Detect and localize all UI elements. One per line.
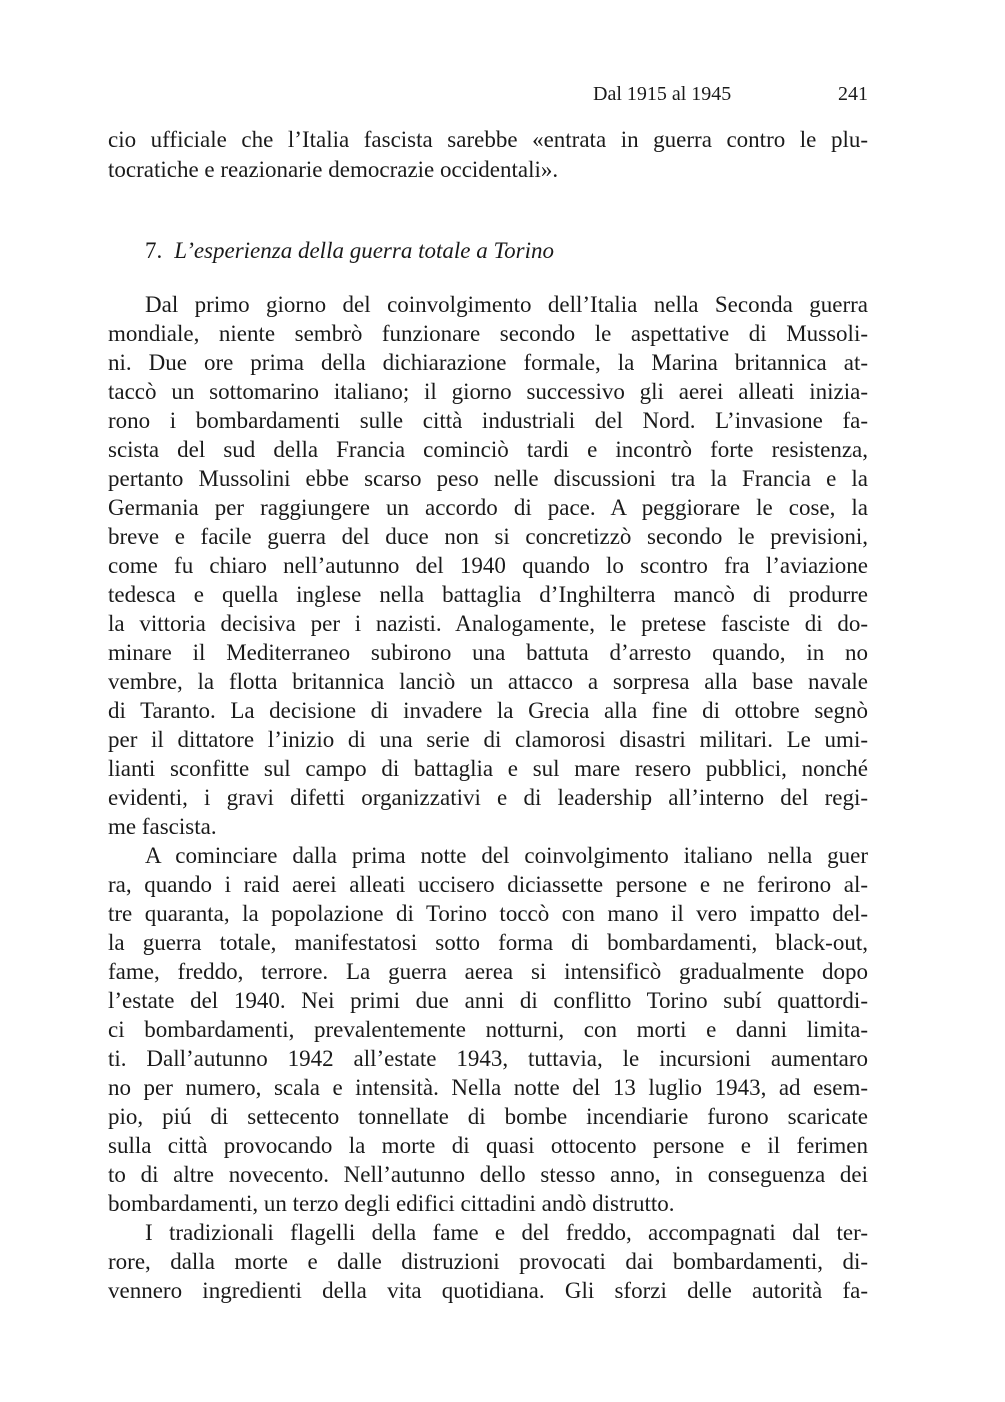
text-line: Germania per raggiungere un accordo di pace. A peggiorare le cose, la: [108, 495, 868, 520]
text-line: rono i bombardamenti sulle città industriali del Nord. L’invasione fa-: [108, 408, 868, 433]
text-line: cio ufficiale che l’Italia fascista sarebbe «entrata in guerra contro le plu-: [108, 127, 868, 152]
text-line: pio, piú di settecento tonnellate di bombe incendiarie furono scaricate: [108, 1104, 868, 1129]
text-line: fame, freddo, terrore. La guerra aerea si intensificò gradualmente dopo: [108, 959, 868, 984]
text-line: tocratiche e reazionarie democrazie occidentali».: [108, 157, 559, 182]
text-line: la vittoria decisiva per i nazisti. Analogamente, le pretese fasciste di do-: [108, 611, 868, 636]
text-line: breve e facile guerra del duce non si concretizzò secondo le previsioni,: [108, 524, 868, 549]
text-line: taccò un sottomarino italiano; il giorno successivo gli aerei alleati inizia-: [108, 379, 868, 404]
text-line: come fu chiaro nell’autunno del 1940 quando lo scontro fra l’aviazione: [108, 553, 868, 578]
text-line: di Taranto. La decisione di invadere la Grecia alla fine di ottobre segnò: [108, 698, 868, 723]
text-line: mondiale, niente sembrò funzionare secondo le aspettative di Mussoli-: [108, 321, 868, 346]
section-number: 7.: [145, 238, 163, 263]
section-heading: [145, 235, 554, 267]
text-line: no per numero, scala e intensità. Nella notte del 13 luglio 1943, ad esem-: [108, 1075, 868, 1100]
text-line: ni. Due ore prima della dichiarazione formale, la Marina britannica at-: [108, 350, 868, 375]
text-line: rore, dalla morte e dalle distruzioni provocati dai bombardamenti, di-: [108, 1249, 868, 1274]
text-line: pertanto Mussolini ebbe scarso peso nelle discussioni tra la Francia e la: [108, 466, 868, 491]
text-line: Dal primo giorno del coinvolgimento dell’Italia nella Seconda guerra: [145, 292, 868, 317]
text-line: ti. Dall’autunno 1942 all’estate 1943, tuttavia, le incursioni aumentaro: [108, 1046, 868, 1071]
text-line: ra, quando i raid aerei alleati uccisero diciassette persone e ne ferirono al-: [108, 872, 868, 897]
running-head: [108, 80, 868, 108]
text-line: me fascista.: [108, 814, 217, 839]
text-line: minare il Mediterraneo subirono una battuta d’arresto quando, in no: [108, 640, 868, 665]
running-title: Dal 1915 al 1945: [593, 83, 732, 105]
text-line: to di altre novecento. Nell’autunno dello stesso anno, in conseguenza dei: [108, 1162, 868, 1187]
text-line: bombardamenti, un terzo degli edifici cittadini andò distrutto.: [108, 1191, 675, 1216]
text-line: per il dittatore l’inizio di una serie di clamorosi disastri militari. Le umi-: [108, 727, 868, 752]
text-line: lianti sconfitte sul campo di battaglia e sul mare resero pubblici, nonché: [108, 756, 868, 781]
text-line: evidenti, i gravi difetti organizzativi e di leadership all’interno del regi-: [108, 785, 868, 810]
text-line: sulla città provocando la morte di quasi ottocento persone e il ferimen: [108, 1133, 868, 1158]
text-line: tedesca e quella inglese nella battaglia d’Inghilterra mancò di produrre: [108, 582, 868, 607]
text-line: la guerra totale, manifestatosi sotto forma di bombardamenti, black-out,: [108, 930, 868, 955]
text-line: A cominciare dalla prima notte del coinvolgimento italiano nella guer: [145, 843, 868, 868]
section-title: L’esperienza della guerra totale a Torino: [174, 238, 554, 263]
text-line: scista del sud della Francia cominciò tardi e incontrò forte resistenza,: [108, 437, 868, 462]
text-line: vennero ingredienti della vita quotidiana. Gli sforzi delle autorità fa-: [108, 1278, 868, 1303]
text-line: vembre, la flotta britannica lanciò un attacco a sorpresa alla base navale: [108, 669, 868, 694]
text-line: l’estate del 1940. Nei primi due anni di conflitto Torino subí quattordi-: [108, 988, 868, 1013]
text-line: I tradizionali flagelli della fame e del freddo, accompagnati dal ter-: [145, 1220, 868, 1245]
text-line: tre quaranta, la popolazione di Torino toccò con mano il vero impatto del-: [108, 901, 868, 926]
text-line: ci bombardamenti, prevalentemente notturni, con morti e danni limita-: [108, 1017, 868, 1042]
page-number: 241: [838, 83, 868, 105]
